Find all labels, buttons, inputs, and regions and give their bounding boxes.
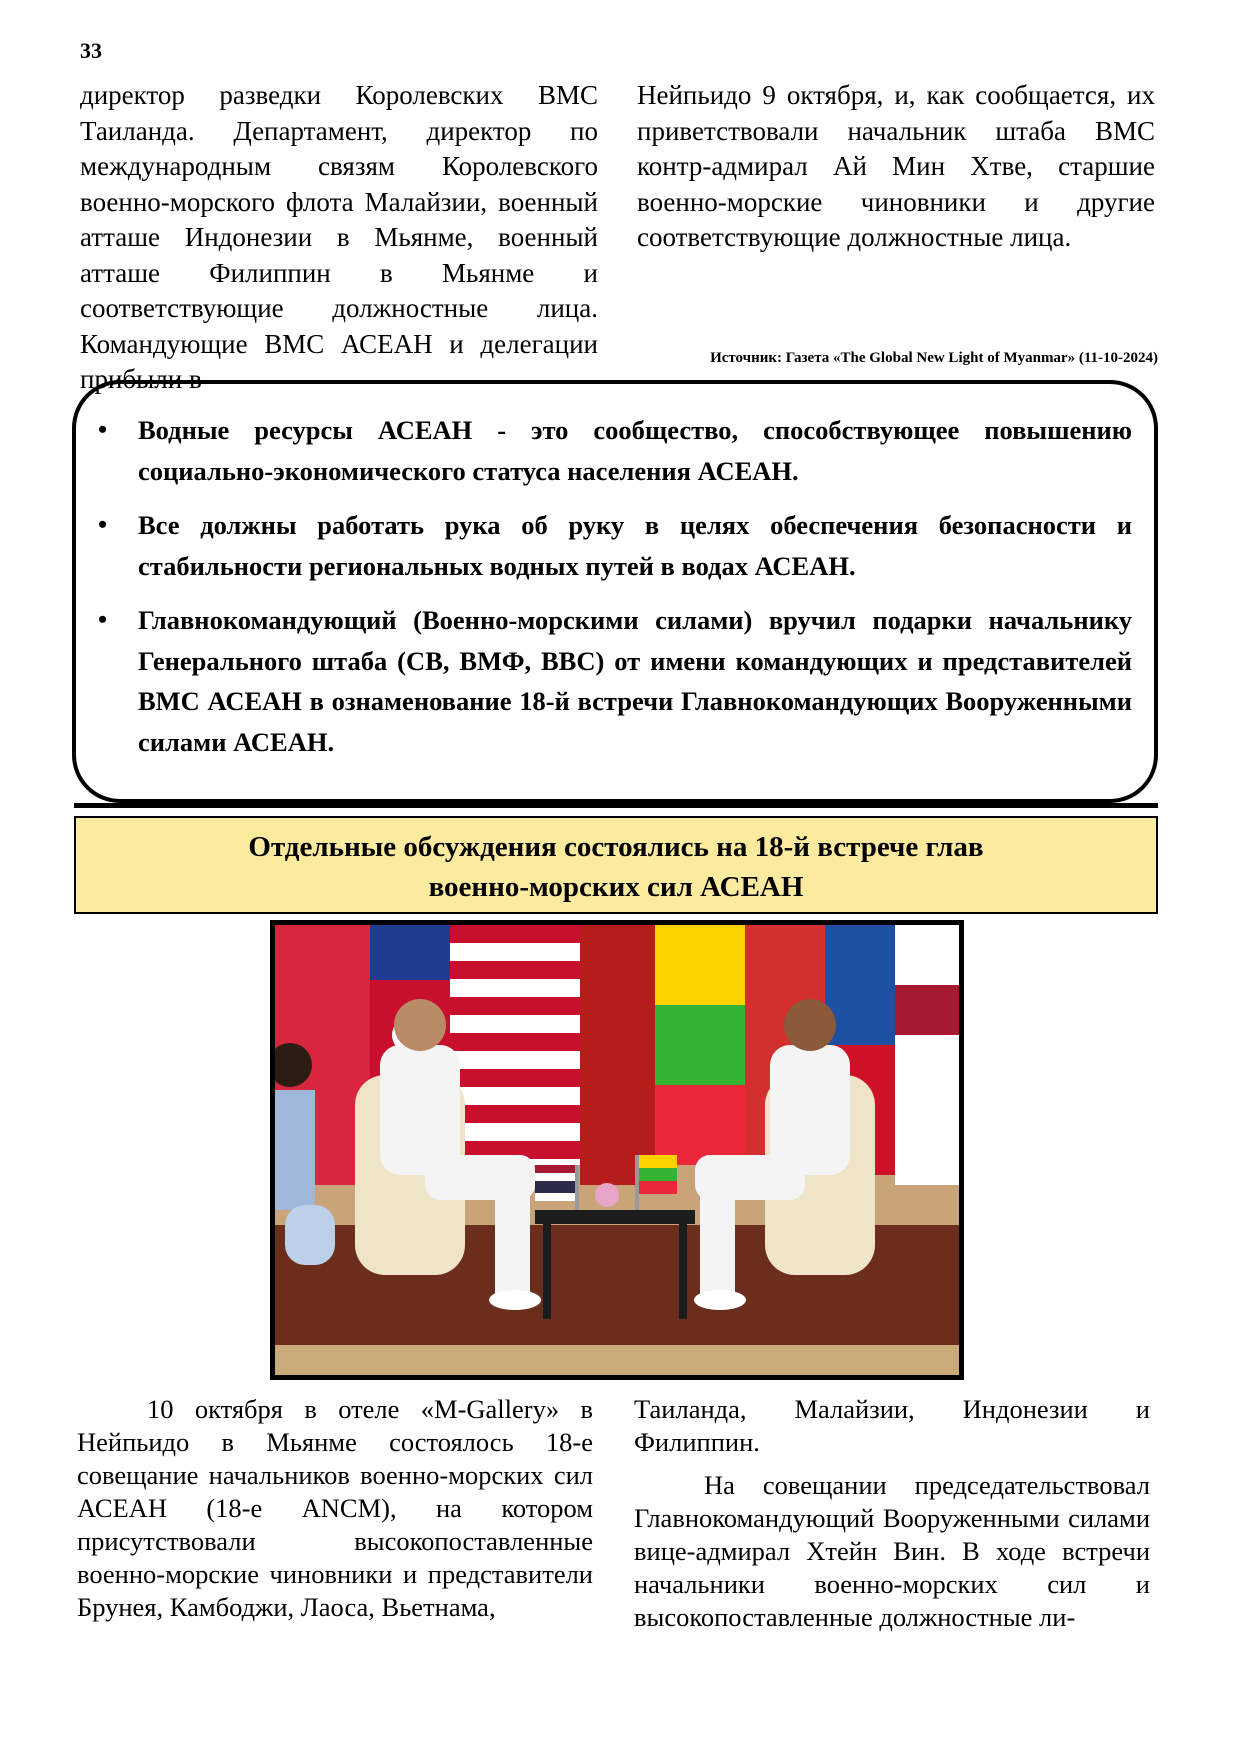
key-points-list (138, 410, 1132, 776)
key-point: • Главнокомандующий (Военно-морскими силами) вручил подарки начальнику Генерального штаба (СВ, ВМФ, ВВС) от имени командующих и представителей ВМС АСЕАН в ознаменование 18-й встречи Главнокомандующих Вооруженными силами АСЕАН. (138, 600, 1132, 762)
key-points-box (72, 380, 1158, 803)
key-point: • Водные ресурсы АСЕАН - это сообщество, способствующее повышению социально-экономического статуса населения АСЕАН. (138, 410, 1132, 491)
article-column-top-right (637, 78, 1155, 256)
meeting-photo (270, 920, 964, 1380)
article-column-bottom-right (634, 1393, 1150, 1634)
source-credit: Источник: Газета «The Global New Light of Myanmar» (11-10-2024) (710, 350, 1158, 366)
paragraph: директор разведки Королевских ВМС Таиланда. Департамент, директор по международным связям Королевского военно-морского флота Малайзии, военный атташе Индонезии в Мьянме, военный атташе Филиппин в Мьянме и соответствующие должностные лица. Командующие ВМС АСЕАН и делегации прибыли в (80, 80, 598, 394)
heading-line: военно-морских сил АСЕАН (428, 871, 804, 903)
paragraph: Нейпьидо 9 октября, и, как сообщается, их приветствовали начальник штаба ВМС контр-адмирал Ай Мин Хтве, старшие военно-морские чиновники и другие соответствующие должностные лица. (637, 80, 1155, 252)
paragraph: Таиланда, Малайзии, Индонезии и Филиппин. (634, 1394, 1150, 1457)
page-number: 33 (80, 38, 102, 63)
heading-line: Отдельные обсуждения состоялись на 18-й встрече глав (248, 831, 984, 863)
article-column-bottom-left (77, 1393, 593, 1624)
section-divider (74, 803, 1158, 808)
paragraph: 10 октября в отеле «M-Gallery» в Нейпьидо в Мьянме состоялось 18-е совещание начальников военно-морских сил АСЕАН (18-е ANCM), на котором присутствовали высокопоставленные военно-морские чиновники и представители Брунея, Камбоджи, Лаоса, Вьетнама, (77, 1394, 593, 1622)
article-column-top-left (80, 78, 598, 398)
article-heading (74, 816, 1158, 914)
paragraph: На совещании председательствовал Главнокомандующий Вооруженными силами вице-адмирал Хтейн Вин. В ходе встречи начальники военно-морских сил и высокопоставленные должностные ли- (634, 1470, 1150, 1632)
key-point: • Все должны работать рука об руку в целях обеспечения безопасности и стабильности региональных водных путей в водах АСЕАН. (138, 505, 1132, 586)
